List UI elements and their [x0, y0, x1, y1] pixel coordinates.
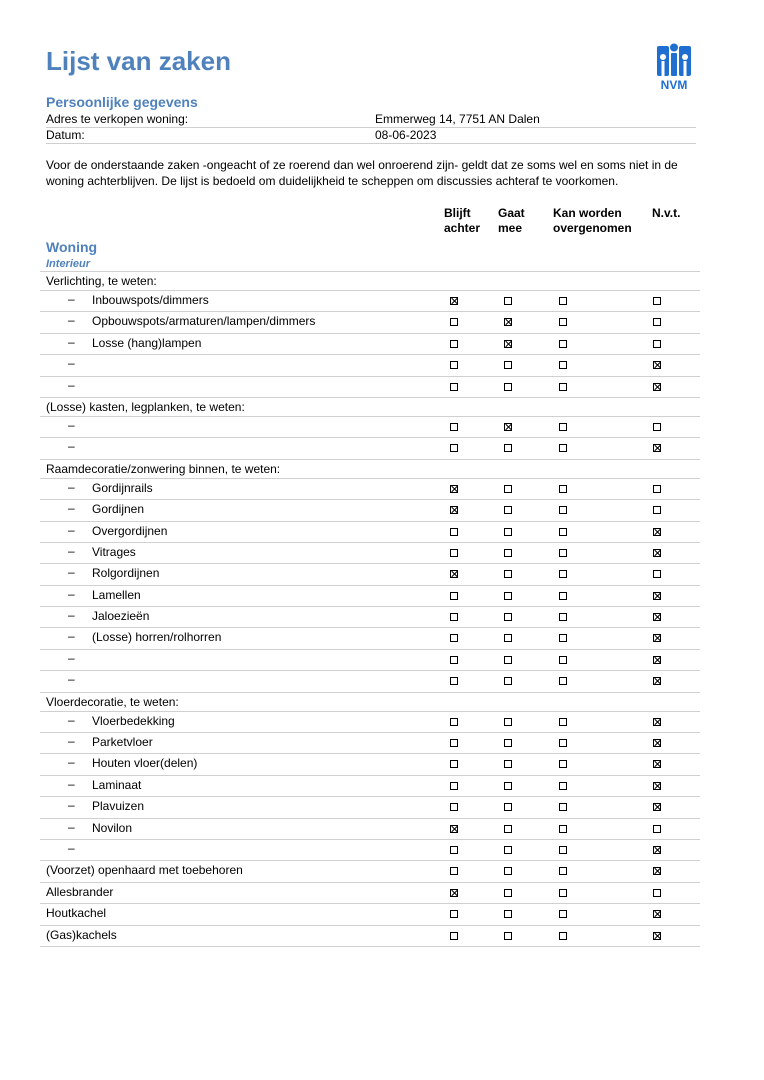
item-row [40, 291, 700, 312]
column-header-gaat-mee [498, 206, 525, 236]
checkbox-blijft-achter[interactable] [450, 825, 458, 833]
checkbox-nvt[interactable] [653, 361, 661, 369]
checkbox-nvt[interactable] [653, 318, 661, 326]
item-row [40, 819, 700, 840]
item-row [40, 883, 700, 904]
item-row [40, 522, 700, 543]
dash-bullet: – [68, 840, 75, 855]
column-header-line: Gaat [498, 206, 525, 220]
item-label: (Gas)kachels [46, 927, 117, 942]
item-label: Laminaat [92, 777, 142, 792]
checkbox-nvt[interactable] [653, 867, 661, 875]
item-row [40, 926, 700, 947]
checkbox-kan-worden-overgenomen[interactable] [559, 760, 567, 768]
checkbox-kan-worden-overgenomen[interactable] [559, 361, 567, 369]
checkbox-kan-worden-overgenomen[interactable] [559, 825, 567, 833]
checkbox-nvt[interactable] [653, 656, 661, 664]
item-label: Novilon [92, 820, 133, 835]
checkbox-nvt[interactable] [653, 932, 661, 940]
item-label: Overgordijnen [92, 523, 168, 538]
column-header-line: Blijft [444, 206, 471, 220]
checkbox-kan-worden-overgenomen[interactable] [559, 889, 567, 897]
item-row [40, 904, 700, 925]
item-label: Vitrages [92, 544, 136, 559]
checkbox-gaat-mee[interactable] [504, 656, 512, 664]
dash-bullet: – [68, 755, 75, 770]
checkbox-kan-worden-overgenomen[interactable] [559, 485, 567, 493]
checkbox-blijft-achter[interactable] [450, 613, 458, 621]
item-row [40, 712, 700, 733]
item-row [40, 650, 700, 671]
checkbox-kan-worden-overgenomen[interactable] [559, 718, 567, 726]
column-header-line: N.v.t. [652, 206, 681, 220]
checkbox-nvt[interactable] [653, 485, 661, 493]
item-label: (Losse) horren/rolhorren [92, 630, 222, 645]
checkbox-gaat-mee[interactable] [504, 297, 512, 305]
dash-bullet: – [68, 522, 75, 537]
checkbox-kan-worden-overgenomen[interactable] [559, 867, 567, 875]
checkbox-kan-worden-overgenomen[interactable] [559, 910, 567, 918]
checkbox-gaat-mee[interactable] [504, 613, 512, 621]
checkbox-gaat-mee[interactable] [504, 910, 512, 918]
checkbox-gaat-mee[interactable] [504, 760, 512, 768]
checkbox-blijft-achter[interactable] [450, 423, 458, 431]
dash-bullet: – [68, 292, 75, 306]
dash-bullet: – [68, 377, 75, 392]
item-row [40, 479, 700, 500]
date-label: Datum: [46, 128, 85, 142]
column-header-line: Kan worden [553, 206, 622, 220]
item-row [40, 861, 700, 882]
item-label: Allesbrander [46, 884, 114, 899]
checkbox-gaat-mee[interactable] [504, 889, 512, 897]
dash-bullet: – [68, 334, 75, 349]
column-header-line: achter [444, 221, 481, 235]
item-row [40, 840, 700, 861]
dash-bullet: – [68, 819, 75, 834]
checkbox-nvt[interactable] [653, 528, 661, 536]
checkbox-blijft-achter[interactable] [450, 846, 458, 854]
checkbox-nvt[interactable] [653, 677, 661, 685]
checkbox-kan-worden-overgenomen[interactable] [559, 506, 567, 514]
item-label: Plavuizen [92, 799, 145, 814]
checkbox-blijft-achter[interactable] [450, 910, 458, 918]
checkbox-kan-worden-overgenomen[interactable] [559, 297, 567, 305]
checkbox-nvt[interactable] [653, 782, 661, 790]
address-value: Emmerweg 14, 7751 AN Dalen [375, 112, 540, 126]
item-row [40, 500, 700, 521]
dash-bullet: – [68, 565, 75, 580]
section-subheading: Interieur [46, 258, 91, 270]
checkbox-kan-worden-overgenomen[interactable] [559, 549, 567, 557]
item-row [40, 417, 700, 438]
checkbox-kan-worden-overgenomen[interactable] [559, 318, 567, 326]
checkbox-blijft-achter[interactable] [450, 782, 458, 790]
group-label: Vloerdecoratie, te weten: [46, 694, 179, 709]
checkbox-kan-worden-overgenomen[interactable] [559, 340, 567, 348]
checkbox-nvt[interactable] [653, 297, 661, 305]
checkbox-kan-worden-overgenomen[interactable] [559, 846, 567, 854]
dash-bullet: – [68, 501, 75, 516]
checkbox-gaat-mee[interactable] [504, 825, 512, 833]
item-label: Opbouwspots/armaturen/lampen/dimmers [92, 314, 316, 329]
item-label: Parketvloer [92, 735, 153, 750]
checkbox-gaat-mee[interactable] [504, 528, 512, 536]
dash-bullet: – [68, 543, 75, 558]
dash-bullet: – [68, 712, 75, 727]
item-label: Losse (hang)lampen [92, 335, 202, 350]
group-row [40, 272, 700, 291]
item-label: Inbouwspots/dimmers [92, 293, 209, 307]
checkbox-blijft-achter[interactable] [450, 656, 458, 664]
item-label: Gordijnrails [92, 480, 153, 495]
item-label: (Voorzet) openhaard met toebehoren [46, 863, 243, 878]
address-label: Adres te verkopen woning: [46, 112, 189, 126]
checkbox-nvt[interactable] [653, 760, 661, 768]
dash-bullet: – [68, 734, 75, 749]
checkbox-nvt[interactable] [653, 383, 661, 391]
column-header-line: overgenomen [553, 221, 632, 235]
checkbox-gaat-mee[interactable] [504, 570, 512, 578]
checkbox-blijft-achter[interactable] [450, 677, 458, 685]
checkbox-gaat-mee[interactable] [504, 634, 512, 642]
item-row [40, 564, 700, 585]
checkbox-nvt[interactable] [653, 718, 661, 726]
checkbox-kan-worden-overgenomen[interactable] [559, 739, 567, 747]
checkbox-gaat-mee[interactable] [504, 932, 512, 940]
checkbox-blijft-achter[interactable] [450, 760, 458, 768]
checkbox-kan-worden-overgenomen[interactable] [559, 613, 567, 621]
dash-bullet: – [68, 776, 75, 791]
item-label: Lamellen [92, 587, 141, 602]
checkbox-blijft-achter[interactable] [450, 297, 458, 305]
column-header-kan-worden-overgenomen [553, 206, 632, 236]
checkbox-gaat-mee[interactable] [504, 677, 512, 685]
intro-text: Voor de onderstaande zaken -ongeacht of ze roerend dan wel onroerend zijn- geldt dat ze soms wel en soms niet in de woning achterblijven. De lijst is bedoeld om duidelijkheid te scheppen om discussies achteraf te voorkomen. [46, 158, 678, 188]
checkbox-nvt[interactable] [653, 825, 661, 833]
item-row [40, 543, 700, 564]
date-value: 08-06-2023 [375, 128, 437, 142]
checkbox-gaat-mee[interactable] [504, 383, 512, 391]
checkbox-nvt[interactable] [653, 739, 661, 747]
checkbox-blijft-achter[interactable] [450, 867, 458, 875]
checkbox-gaat-mee[interactable] [504, 485, 512, 493]
item-row [40, 334, 700, 355]
checkbox-kan-worden-overgenomen[interactable] [559, 656, 567, 664]
group-label: Raamdecoratie/zonwering binnen, te weten: [46, 461, 281, 476]
item-row [40, 797, 700, 818]
checkbox-nvt[interactable] [653, 444, 661, 452]
group-row [40, 398, 700, 417]
checkbox-gaat-mee[interactable] [504, 782, 512, 790]
checkbox-nvt[interactable] [653, 592, 661, 600]
address-row [46, 111, 696, 128]
dash-bullet: – [68, 417, 75, 432]
dash-bullet: – [68, 439, 75, 454]
checkbox-kan-worden-overgenomen[interactable] [559, 592, 567, 600]
item-label: Jaloezieën [92, 609, 150, 624]
dash-bullet: – [68, 356, 75, 371]
checkbox-blijft-achter[interactable] [450, 570, 458, 578]
item-row [40, 377, 700, 398]
personal-heading: Persoonlijke gegevens [46, 94, 198, 110]
item-row [40, 607, 700, 628]
checkbox-blijft-achter[interactable] [450, 340, 458, 348]
checkbox-kan-worden-overgenomen[interactable] [559, 423, 567, 431]
checkbox-gaat-mee[interactable] [504, 444, 512, 452]
checkbox-kan-worden-overgenomen[interactable] [559, 444, 567, 452]
dash-bullet: – [68, 672, 75, 687]
group-row [40, 460, 700, 479]
logo-text: NVM [660, 78, 688, 92]
checkbox-blijft-achter[interactable] [450, 889, 458, 897]
checkbox-blijft-achter[interactable] [450, 485, 458, 493]
nvm-logo-icon [654, 42, 694, 78]
item-row [40, 355, 700, 376]
checkbox-nvt[interactable] [653, 846, 661, 854]
checkbox-blijft-achter[interactable] [450, 592, 458, 600]
checkbox-kan-worden-overgenomen[interactable] [559, 932, 567, 940]
group-label: (Losse) kasten, legplanken, te weten: [46, 399, 245, 414]
checkbox-nvt[interactable] [653, 803, 661, 811]
group-row [40, 693, 700, 712]
checkbox-gaat-mee[interactable] [504, 549, 512, 557]
checkbox-gaat-mee[interactable] [504, 718, 512, 726]
checkbox-kan-worden-overgenomen[interactable] [559, 803, 567, 811]
checkbox-blijft-achter[interactable] [450, 739, 458, 747]
dash-bullet: – [68, 608, 75, 623]
item-row [40, 671, 700, 692]
checkbox-blijft-achter[interactable] [450, 803, 458, 811]
checkbox-kan-worden-overgenomen[interactable] [559, 383, 567, 391]
item-row [40, 628, 700, 649]
checkbox-nvt[interactable] [653, 506, 661, 514]
checkbox-gaat-mee[interactable] [504, 506, 512, 514]
checkbox-gaat-mee[interactable] [504, 846, 512, 854]
item-label: Rolgordijnen [92, 566, 160, 581]
checkbox-nvt[interactable] [653, 889, 661, 897]
checkbox-kan-worden-overgenomen[interactable] [559, 528, 567, 536]
checkbox-nvt[interactable] [653, 570, 661, 578]
dash-bullet: – [68, 798, 75, 813]
dash-bullet: – [68, 479, 75, 494]
checkbox-blijft-achter[interactable] [450, 634, 458, 642]
checkbox-blijft-achter[interactable] [450, 549, 458, 557]
column-header-line: mee [498, 221, 523, 235]
item-label: Gordijnen [92, 502, 145, 517]
checkbox-nvt[interactable] [653, 910, 661, 918]
checkbox-blijft-achter[interactable] [450, 383, 458, 391]
item-row [40, 733, 700, 754]
checkbox-blijft-achter[interactable] [450, 444, 458, 452]
checkbox-nvt[interactable] [653, 634, 661, 642]
checkbox-kan-worden-overgenomen[interactable] [559, 782, 567, 790]
checkbox-gaat-mee[interactable] [504, 318, 512, 326]
item-row [40, 586, 700, 607]
checkbox-kan-worden-overgenomen[interactable] [559, 677, 567, 685]
checkbox-blijft-achter[interactable] [450, 718, 458, 726]
checkbox-gaat-mee[interactable] [504, 592, 512, 600]
checkbox-blijft-achter[interactable] [450, 506, 458, 514]
dash-bullet: – [68, 313, 75, 328]
dash-bullet: – [68, 586, 75, 601]
checkbox-nvt[interactable] [653, 423, 661, 431]
item-label: Houtkachel [46, 906, 107, 921]
nvm-logo [654, 42, 694, 92]
checkbox-kan-worden-overgenomen[interactable] [559, 570, 567, 578]
item-label: Vloerbedekking [92, 713, 175, 728]
page-title: Lijst van zaken [46, 46, 231, 76]
dash-bullet: – [68, 629, 75, 644]
item-label: Houten vloer(delen) [92, 756, 198, 771]
checkbox-blijft-achter[interactable] [450, 932, 458, 940]
checkbox-blijft-achter[interactable] [450, 528, 458, 536]
item-row [40, 312, 700, 333]
checkbox-nvt[interactable] [653, 613, 661, 621]
checkbox-gaat-mee[interactable] [504, 803, 512, 811]
dash-bullet: – [68, 650, 75, 665]
checkbox-gaat-mee[interactable] [504, 867, 512, 875]
checkbox-gaat-mee[interactable] [504, 361, 512, 369]
checkbox-kan-worden-overgenomen[interactable] [559, 634, 567, 642]
column-header-blijft-achter [444, 206, 480, 236]
checkbox-blijft-achter[interactable] [450, 361, 458, 369]
column-header-nvt [652, 206, 680, 221]
item-row [40, 776, 700, 797]
checkbox-nvt[interactable] [653, 549, 661, 557]
section-heading: Woning [46, 239, 98, 255]
checkbox-gaat-mee[interactable] [504, 423, 512, 431]
checkbox-blijft-achter[interactable] [450, 318, 458, 326]
checkbox-gaat-mee[interactable] [504, 739, 512, 747]
group-label: Verlichting, te weten: [46, 274, 157, 288]
checkbox-nvt[interactable] [653, 340, 661, 348]
item-row [40, 438, 700, 459]
item-row [40, 754, 700, 775]
items-table [40, 271, 700, 947]
checkbox-gaat-mee[interactable] [504, 340, 512, 348]
date-row [46, 127, 696, 144]
